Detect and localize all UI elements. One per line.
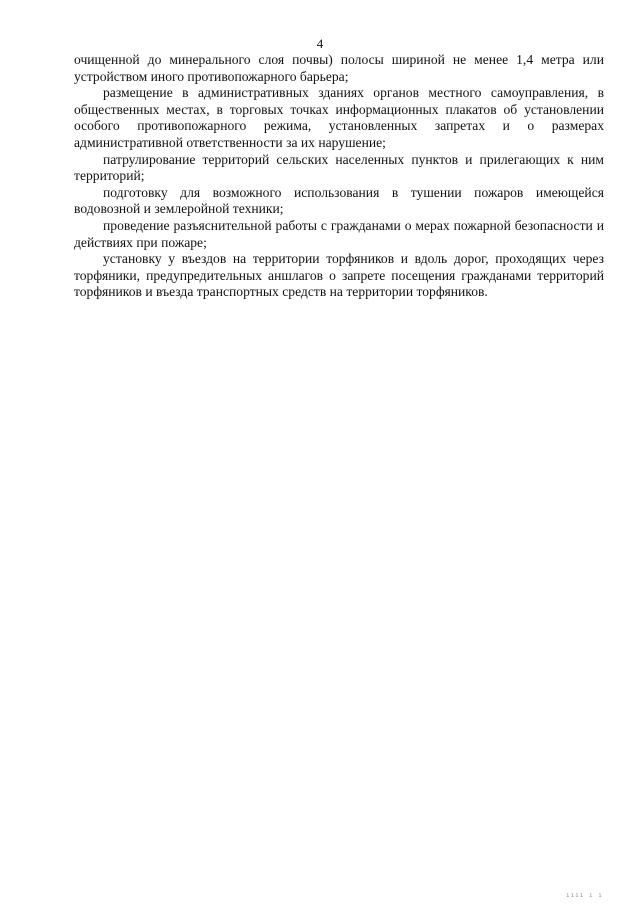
document-body — [74, 52, 604, 301]
scan-footer-mark: ıııı ı ı — [566, 892, 603, 899]
paragraph-outreach: проведение разъяснительной работы с гражданами о мерах пожарной безопасности и действиях при пожаре; — [74, 217, 604, 250]
page-number: 4 — [316, 36, 324, 51]
paragraph-posters: размещение в административных зданиях органов местного самоуправления, в общественных местах, в торговых точках информационных плакатов об установлении особого противопожарного режима, установленных запретах и о размерах административной ответственности за их нарушение; — [74, 85, 604, 150]
paragraph-continuation: очищенной до минерального слоя почвы) полосы шириной не менее 1,4 метра или устройством иного противопожарного барьера; — [74, 52, 604, 84]
paragraph-signs: установку у въездов на территории торфяников и вдоль дорог, проходящих через торфяники, предупредительных аншлагов о запрете посещения гражданами территорий торфяников и въезда транспортных средств на территории торфяников. — [74, 251, 604, 300]
paragraph-equipment: подготовку для возможного использования в тушении пожаров имеющейся водовозной и землеройной техники; — [74, 184, 604, 217]
paragraph-patrol: патрулирование территорий сельских населенных пунктов и прилегающих к ним территорий; — [74, 151, 604, 184]
